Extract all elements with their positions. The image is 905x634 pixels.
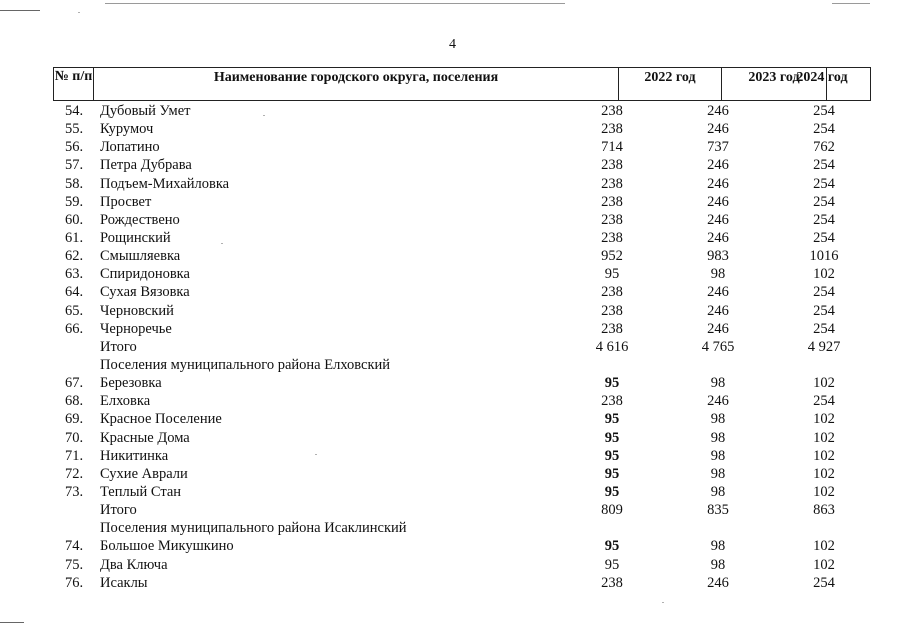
row-number: 68. [64,393,84,410]
value-2023: 983 [707,248,729,265]
row-number: 70. [64,429,84,446]
row-name: Березовка [100,375,162,392]
row-number: 66. [64,320,84,337]
value-2024: 254 [813,121,835,138]
row-name: Исаклы [100,574,148,591]
row-name: Лопатино [100,139,160,156]
value-2023: 98 [710,447,726,464]
value-2022: 238 [601,229,623,246]
table-row [0,120,905,138]
value-2022: 238 [601,284,623,301]
value-2024: 254 [813,103,835,119]
value-2022: 95 [604,411,620,428]
table-row [0,501,905,519]
value-2023: 98 [710,465,726,482]
value-2024: 102 [813,411,835,428]
value-2023: 98 [710,411,726,428]
value-2023: 246 [707,175,729,192]
row-number: 64. [64,284,84,301]
row-name: Большое Микушкино [100,538,234,555]
value-2022: 95 [604,483,620,500]
table-row [0,574,905,592]
value-2022: 238 [601,103,623,119]
row-number: 54. [64,103,84,119]
row-name: Просвет [100,193,152,210]
table-row [0,229,905,247]
header-name: Наименование городского округа, поселения [93,67,619,101]
header-year-2024-label: 2024 год [796,70,848,85]
value-2022: 95 [604,447,620,464]
scan-speck [78,12,80,13]
row-name: Поселения муниципального района Елховский [100,356,391,373]
value-2023: 737 [707,139,729,156]
table-row [0,265,905,283]
table-row [0,429,905,447]
table-row [0,374,905,392]
table-border [870,67,871,101]
value-2022: 238 [601,574,623,591]
value-2022: 4 616 [595,338,629,355]
value-2024: 102 [813,429,835,446]
row-number: 58. [64,175,84,192]
row-name: Черновский [100,302,174,319]
value-2024: 254 [813,320,835,337]
table-row [0,156,905,174]
value-2023: 246 [707,193,729,210]
row-name: Курумоч [100,121,154,138]
scan-line [105,3,565,4]
value-2024: 102 [813,538,835,555]
table-row [0,302,905,320]
table-row [0,338,905,356]
row-name: Никитинка [100,447,169,464]
row-number: 73. [64,483,84,500]
table-row [0,392,905,410]
scan-speck [662,602,664,603]
value-2022: 95 [604,375,620,392]
value-2023: 246 [707,229,729,246]
row-name: Черноречье [100,320,172,337]
scan-line [0,622,24,623]
table-row [0,556,905,574]
value-2023: 98 [710,483,726,500]
row-number: 56. [64,139,84,156]
table-row [0,175,905,193]
row-name: Елховка [100,393,151,410]
value-2022: 238 [601,211,623,228]
value-2023: 98 [710,375,726,392]
value-2024: 254 [813,193,835,210]
value-2024: 4 927 [807,338,841,355]
row-number: 69. [64,411,84,428]
value-2024: 102 [813,556,835,573]
row-name: Рощинский [100,229,171,246]
value-2022: 95 [604,429,620,446]
value-2024: 1016 [809,248,839,265]
value-2023: 246 [707,103,729,119]
value-2023: 246 [707,211,729,228]
value-2022: 95 [604,266,620,283]
row-name: Теплый Стан [100,483,182,500]
value-2024: 102 [813,483,835,500]
value-2024: 762 [813,139,835,156]
value-2022: 238 [601,175,623,192]
table-row [0,519,905,537]
row-name: Два Ключа [100,556,168,573]
row-name: Итого [100,338,137,355]
row-number: 65. [64,302,84,319]
table-row [0,447,905,465]
value-2023: 835 [707,502,729,519]
scan-line [0,10,40,11]
table-row [0,193,905,211]
value-2024: 254 [813,229,835,246]
value-2023: 98 [710,266,726,283]
row-name: Петра Дубрава [100,157,192,174]
table-row [0,483,905,501]
value-2024: 254 [813,211,835,228]
value-2022: 238 [601,157,623,174]
row-name: Спиридоновка [100,266,190,283]
value-2022: 238 [601,320,623,337]
row-number: 67. [64,375,84,392]
row-name: Красные Дома [100,429,190,446]
row-name: Рождествено [100,211,180,228]
table-row [0,410,905,428]
row-name: Красное Поселение [100,411,222,428]
row-name: Дубовый Умет [100,103,191,119]
value-2023: 246 [707,121,729,138]
value-2024: 102 [813,447,835,464]
value-2023: 98 [710,538,726,555]
row-number: 63. [64,266,84,283]
row-number: 57. [64,157,84,174]
row-name: Сухие Аврали [100,465,188,482]
value-2024: 102 [813,266,835,283]
page-number: 4 [449,37,456,52]
row-number: 72. [64,465,84,482]
table-header [53,67,871,101]
value-2023: 4 765 [701,338,735,355]
value-2022: 238 [601,193,623,210]
header-year-2022: 2022 год [618,67,722,101]
table-row [0,247,905,265]
value-2024: 102 [813,375,835,392]
table-row [0,138,905,156]
value-2024: 102 [813,465,835,482]
value-2023: 246 [707,284,729,301]
row-number: 76. [64,574,84,591]
value-2024: 254 [813,284,835,301]
row-number: 60. [64,211,84,228]
value-2023: 98 [710,429,726,446]
value-2023: 246 [707,393,729,410]
header-number [53,67,94,101]
scan-line [832,3,870,4]
value-2023: 246 [707,574,729,591]
header-year-2023: 2023 год [721,67,827,101]
value-2023: 246 [707,302,729,319]
value-2022: 95 [604,538,620,555]
value-2023: 246 [707,157,729,174]
row-name: Подъем-Михайловка [100,175,230,192]
row-number: 74. [64,538,84,555]
table-row [0,320,905,338]
table-row [0,102,905,120]
row-number: 71. [64,447,84,464]
row-name: Поселения муниципального района Исаклинский [100,520,407,537]
value-2024: 254 [813,302,835,319]
value-2022: 238 [601,121,623,138]
row-number: 61. [64,229,84,246]
table-row [0,356,905,374]
table-row [0,465,905,483]
value-2024: 254 [813,157,835,174]
value-2024: 254 [813,175,835,192]
value-2022: 714 [601,139,623,156]
value-2023: 98 [710,556,726,573]
row-number: 62. [64,248,84,265]
value-2024: 254 [813,574,835,591]
value-2022: 95 [604,556,620,573]
value-2022: 809 [601,502,623,519]
table-body [0,102,905,592]
value-2023: 246 [707,320,729,337]
row-number: 55. [64,121,84,138]
row-number: 59. [64,193,84,210]
header-number-label: № п/п [54,69,93,84]
value-2022: 95 [604,465,620,482]
value-2022: 952 [601,248,623,265]
table-row [0,211,905,229]
value-2022: 238 [601,393,623,410]
table-row [0,537,905,555]
row-number: 75. [64,556,84,573]
row-name: Смышляевка [100,248,181,265]
row-name: Сухая Вязовка [100,284,190,301]
value-2024: 863 [813,502,835,519]
value-2022: 238 [601,302,623,319]
value-2024: 254 [813,393,835,410]
row-name: Итого [100,502,137,519]
table-row [0,283,905,301]
